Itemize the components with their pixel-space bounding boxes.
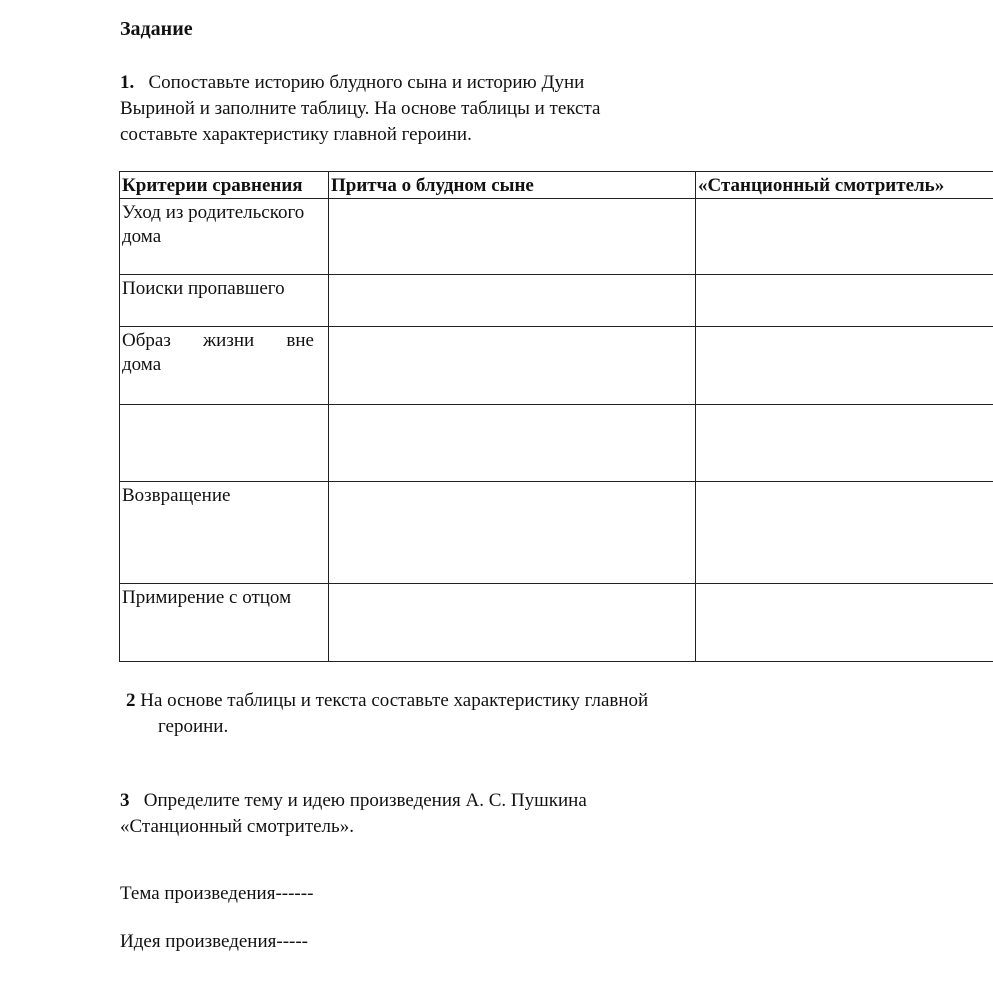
criterion-cell: Возвращение xyxy=(120,482,329,584)
task-2-text-1: На основе таблицы и текста составьте характеристику главной xyxy=(140,690,649,711)
criterion-cell: Примирение с отцом xyxy=(120,584,329,662)
stationmaster-answer-cell[interactable] xyxy=(696,199,993,275)
task-1-line-3: составьте характеристику главной героини. xyxy=(120,124,472,145)
task-3-line-1 xyxy=(120,788,587,814)
page-heading: Задание xyxy=(120,18,193,40)
header-criteria: Критерии сравнения xyxy=(120,172,329,199)
task-2-line-1 xyxy=(126,690,648,711)
task-2 xyxy=(126,688,648,740)
task-1-number: 1. xyxy=(120,72,135,93)
table-row xyxy=(120,275,993,327)
table-row xyxy=(120,199,993,275)
parable-answer-cell[interactable] xyxy=(329,482,696,584)
stationmaster-answer-cell[interactable] xyxy=(696,405,993,482)
stationmaster-answer-cell[interactable] xyxy=(696,327,993,405)
parable-answer-cell[interactable] xyxy=(329,275,696,327)
task-3 xyxy=(120,788,587,840)
task-2-line-2: героини. xyxy=(158,716,229,737)
table-row xyxy=(120,584,993,662)
criterion-cell: Уход из родительского дома xyxy=(120,199,329,275)
task-3-line-2: «Станционный смотритель». xyxy=(120,816,354,837)
header-parable: Притча о блудном сыне xyxy=(329,172,696,199)
task-2-number: 2 xyxy=(126,690,136,711)
table-row xyxy=(120,482,993,584)
header-stationmaster: «Станционный смотритель» xyxy=(696,172,993,199)
criterion-cell xyxy=(120,405,329,482)
criterion-line-2: дома xyxy=(122,354,162,375)
task-1-text-1: Сопоставьте историю блудного сына и историю Дуни xyxy=(148,72,585,93)
criterion-word: жизни xyxy=(203,330,255,351)
task-1 xyxy=(120,70,600,148)
criterion-word: Образ xyxy=(122,330,171,351)
comparison-table xyxy=(119,171,993,662)
table-header-row xyxy=(120,172,993,199)
stationmaster-answer-cell[interactable] xyxy=(696,482,993,584)
task-3-text-1: Определите тему и идею произведения А. С. Пушкина xyxy=(143,790,587,811)
criterion-cell: Поиски пропавшего xyxy=(120,275,329,327)
task-3-number: 3 xyxy=(120,790,130,811)
stationmaster-answer-cell[interactable] xyxy=(696,275,993,327)
table-row xyxy=(120,405,993,482)
comparison-table-wrapper xyxy=(119,171,993,662)
theme-label: Тема произведения------ xyxy=(120,883,314,904)
parable-answer-cell[interactable] xyxy=(329,199,696,275)
criterion-justified-line xyxy=(122,329,314,353)
parable-answer-cell[interactable] xyxy=(329,327,696,405)
criterion-cell xyxy=(120,327,329,405)
task-1-line-2: Выриной и заполните таблицу. На основе таблицы и текста xyxy=(120,98,601,119)
parable-answer-cell[interactable] xyxy=(329,405,696,482)
task-1-line-1 xyxy=(120,70,600,96)
parable-answer-cell[interactable] xyxy=(329,584,696,662)
table-row xyxy=(120,327,993,405)
criterion-word: вне xyxy=(286,330,314,351)
idea-label: Идея произведения----- xyxy=(120,931,309,952)
stationmaster-answer-cell[interactable] xyxy=(696,584,993,662)
